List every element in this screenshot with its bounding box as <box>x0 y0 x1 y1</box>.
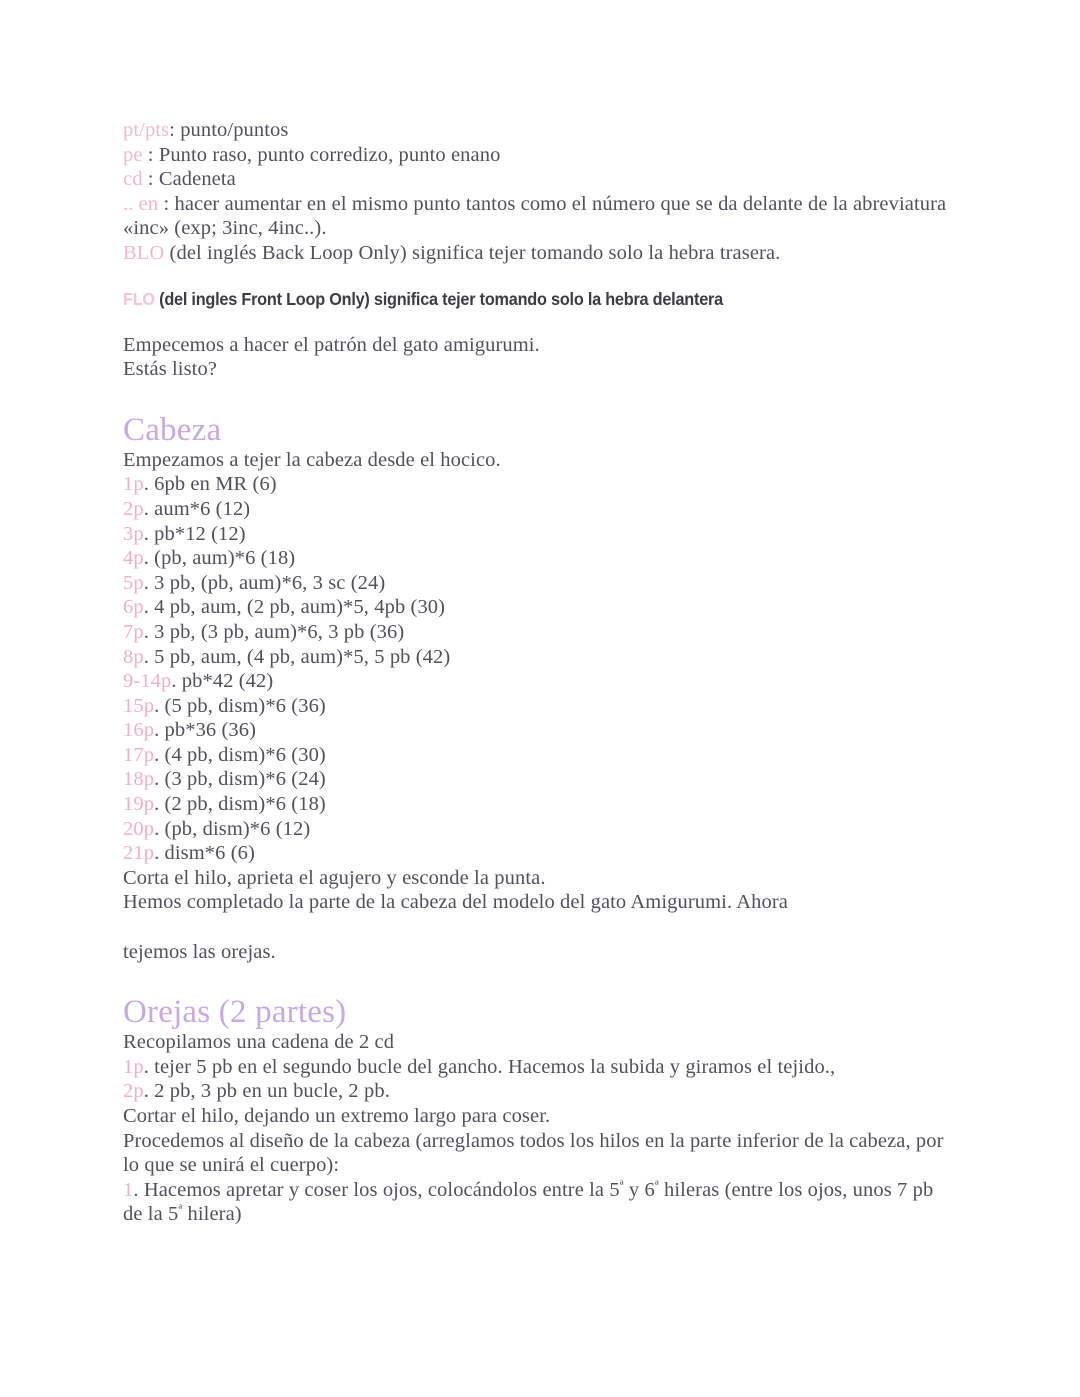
row-text: (2 pb, dism)*6 (18) <box>164 793 326 816</box>
row-label: 2p <box>123 1080 144 1103</box>
abbreviation-separator: : <box>169 119 181 141</box>
spacer <box>123 964 958 994</box>
pattern-row <box>123 743 958 768</box>
row-text: dism*6 (6) <box>164 842 255 865</box>
pattern-row <box>123 522 958 547</box>
row-label: 7p <box>123 620 144 643</box>
orejas-after-line: Cortar el hilo, dejando un extremo largo para coser. <box>123 1105 551 1127</box>
row-dot: . <box>143 473 155 496</box>
row-label: 8p <box>123 645 144 668</box>
pattern-row <box>123 571 958 596</box>
document-content <box>123 118 958 1227</box>
step-text-part: hileras (entre los ojos, unos 7 pb de la 5 <box>123 1178 934 1226</box>
spacer <box>123 310 958 333</box>
row-dot: . <box>143 497 155 520</box>
row-dot: . <box>143 571 155 594</box>
spacer <box>123 915 958 940</box>
spacer <box>123 382 958 412</box>
row-text: pb*42 (42) <box>181 670 274 693</box>
pattern-row <box>123 694 958 719</box>
pattern-row <box>123 546 958 571</box>
row-dot: . <box>154 743 165 766</box>
row-text: 3 pb, (3 pb, aum)*6, 3 pb (36) <box>154 620 405 643</box>
abbreviation-term: pe <box>123 143 143 166</box>
abbreviation-definition: Punto raso, punto corredizo, punto enano <box>158 143 501 166</box>
row-label: 5p <box>123 571 144 594</box>
row-dot: . <box>143 1080 155 1103</box>
abbreviation-term: cd <box>123 168 143 191</box>
row-label: 19p <box>123 793 155 816</box>
abbreviation-separator: : <box>142 168 159 191</box>
pattern-row <box>123 817 958 842</box>
row-dot: . <box>154 793 165 816</box>
section-heading-orejas: Orejas (2 partes) <box>123 994 347 1031</box>
pattern-row <box>123 472 958 497</box>
orejas-step-1 <box>123 1178 958 1227</box>
row-label: 3p <box>123 522 144 545</box>
row-text: pb*36 (36) <box>164 719 257 742</box>
glossary-entry <box>123 241 958 266</box>
row-dot: . <box>143 547 155 570</box>
row-text: 2 pb, 3 pb en un bucle, 2 pb. <box>154 1080 390 1103</box>
pattern-row <box>123 645 958 670</box>
abbreviation-definition: punto/puntos <box>180 119 289 141</box>
row-label: 1p <box>123 473 144 496</box>
row-dot: . <box>143 522 155 545</box>
flo-note-text: (del ingles Front Loop Only) significa tejer tomando solo la hebra delantera <box>154 288 723 309</box>
row-dot: . <box>154 842 165 865</box>
row-label: 17p <box>123 743 155 766</box>
pattern-row <box>123 767 958 792</box>
orejas-after-paragraph: Procedemos al diseño de la cabeza (arreglamos todos los hilos en la parte inferior de la cabeza, por lo que se unirá el cuerpo): <box>123 1129 944 1177</box>
row-text: (pb, aum)*6 (18) <box>154 547 296 570</box>
section-heading-cabeza: Cabeza <box>123 411 222 448</box>
glossary-entry <box>123 192 958 241</box>
abbreviation-term: pt/pts <box>123 119 170 141</box>
row-text: (3 pb, dism)*6 (24) <box>164 768 326 791</box>
abbreviation-term: .. en <box>123 192 159 215</box>
flo-note <box>123 289 900 310</box>
row-label: 2p <box>123 497 144 520</box>
row-dot: . <box>171 670 182 693</box>
row-label: 4p <box>123 547 144 570</box>
intro-line: Empecemos a hacer el patrón del gato amigurumi. <box>123 333 540 356</box>
abbreviation-definition: Cadeneta <box>158 168 236 191</box>
step-text-part: Hacemos apretar y coser los ojos, colocándolos entre la 5 <box>143 1178 620 1201</box>
glossary-entry <box>123 167 958 192</box>
row-label: 15p <box>123 694 155 717</box>
ordinal-marker: ª <box>619 1178 624 1194</box>
row-label: 21p <box>123 842 155 865</box>
row-text: 5 pb, aum, (4 pb, aum)*5, 5 pb (42) <box>154 645 451 668</box>
glossary-block <box>123 118 958 266</box>
row-text: 3 pb, (pb, aum)*6, 3 sc (24) <box>154 571 386 594</box>
step-label: 1 <box>123 1178 134 1201</box>
step-text-part: hilera) <box>182 1203 242 1226</box>
pattern-row <box>123 718 958 743</box>
cabeza-outro-line: Hemos completado la parte de la cabeza del modelo del gato Amigurumi. Ahora <box>123 891 788 914</box>
row-dot: . <box>154 817 165 840</box>
row-label: 16p <box>123 719 155 742</box>
row-text: (4 pb, dism)*6 (30) <box>164 743 326 766</box>
ordinal-marker: ª <box>178 1203 183 1219</box>
pattern-row <box>123 792 958 817</box>
row-dot: . <box>154 768 165 791</box>
cabeza-intro: Empezamos a tejer la cabeza desde el hocico. <box>123 448 501 471</box>
glossary-entry <box>123 143 958 168</box>
ordinal-marker: ª <box>654 1178 659 1194</box>
orejas-row-list <box>123 1055 958 1104</box>
row-dot: . <box>143 645 155 668</box>
intro-block <box>123 333 958 382</box>
orejas-intro: Recopilamos una cadena de 2 cd <box>123 1031 395 1054</box>
abbreviation-definition: (del inglés Back Loop Only) significa tejer tomando solo la hebra trasera. <box>169 241 781 264</box>
row-text: pb*12 (12) <box>154 522 246 545</box>
abbreviation-separator: : <box>142 143 159 166</box>
pattern-row <box>123 841 958 866</box>
step-dot: . <box>133 1178 144 1201</box>
step-text-part: y 6 <box>623 1178 655 1201</box>
row-dot: . <box>143 596 155 619</box>
row-dot: . <box>143 1055 155 1078</box>
abbreviation-definition: hacer aumentar en el mismo punto tantos como el número que se da delante de la abreviatura «inc» (exp; 3inc, 4inc..). <box>123 192 947 240</box>
glossary-entry <box>123 118 958 143</box>
row-text: tejer 5 pb en el segundo bucle del gancho. Hacemos la subida y giramos el tejido., <box>154 1055 836 1078</box>
row-text: 4 pb, aum, (2 pb, aum)*5, 4pb (30) <box>154 596 446 619</box>
spacer <box>123 266 958 289</box>
row-label: 6p <box>123 596 144 619</box>
row-text: (5 pb, dism)*6 (36) <box>164 694 326 717</box>
cabeza-row-list <box>123 472 958 866</box>
pattern-row <box>123 1079 958 1104</box>
pattern-row <box>123 669 958 694</box>
row-text: (pb, dism)*6 (12) <box>164 817 311 840</box>
abbreviation-term: BLO <box>123 241 165 264</box>
row-dot: . <box>154 694 165 717</box>
pattern-row <box>123 620 958 645</box>
row-text: 6pb en MR (6) <box>154 473 277 496</box>
row-dot: . <box>143 620 155 643</box>
abbreviation-separator: : <box>158 192 175 215</box>
cabeza-outro-line: tejemos las orejas. <box>123 940 276 963</box>
pattern-row <box>123 497 958 522</box>
pattern-row <box>123 1055 958 1080</box>
pattern-row <box>123 595 958 620</box>
abbreviation-term: FLO <box>123 288 155 309</box>
cabeza-outro-line: Corta el hilo, aprieta el agujero y esconde la punta. <box>123 866 546 889</box>
intro-line: Estás listo? <box>123 358 218 381</box>
row-dot: . <box>154 719 165 742</box>
row-text: aum*6 (12) <box>154 497 251 520</box>
row-label: 9-14p <box>123 670 172 693</box>
row-label: 1p <box>123 1055 144 1078</box>
row-label: 18p <box>123 768 155 791</box>
row-label: 20p <box>123 817 155 840</box>
